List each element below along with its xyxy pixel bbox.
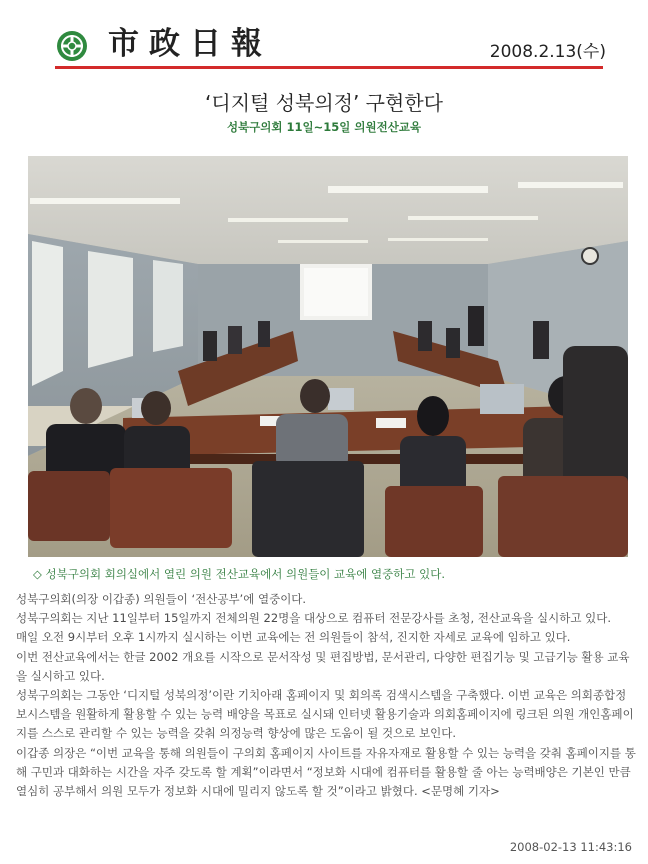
article-paragraph: 성북구의회는 그동안 ‘디지털 성북의정’이란 기치아래 홈페이지 및 회의록 검색시스템을 구축했다. 이번 교육은 의회종합정보시스템을 원활하게 활용할 수 있는 능력 배양을 목표로 실시돼 인터넷 활용기술과 의회홈페이지에 링크된 의원 개인홈페이지를 스스로 관리할 수 있는 능력을 갖춰 의정능력 향상에 많은 도움이 될 것으로 보인다. <box>16 688 634 741</box>
newspaper-name: 市政日報 <box>108 26 272 62</box>
article-paragraph: 이갑종 의장은 “이번 교육을 통해 의원들이 구의회 홈페이지 사이트를 자유자재로 활용할 수 있는 능력을 갖춰 홈페이지를 통해 구민과 대화하는 시간을 자주 갖도록 할 계획”이라면서 “정보화 시대에 컴퓨터를 활용할 줄 아는 능력배양은 기본인 만큼 열심히 공부해서 의원 모두가 정보화 시대에 밀리지 않도록 할 것”이라고 밝혔다. <문명혜 기자> <box>16 745 636 799</box>
masthead <box>0 0 648 80</box>
article-photo <box>28 156 628 557</box>
issue-date: 2008.2.13(수) <box>489 42 606 62</box>
photo-caption <box>33 565 633 583</box>
newspaper-emblem-icon <box>57 31 87 61</box>
article-subhead: 성북구의회 11일~15일 의원전산교육 <box>226 120 422 134</box>
article-body <box>16 590 636 801</box>
caption-bullet: ◇ <box>33 567 42 581</box>
article-paragraph: 매일 오전 9시부터 오후 1시까지 실시하는 이번 교육에는 전 의원들이 참석, 진지한 자세로 교육에 임하고 있다. <box>16 630 571 645</box>
article-headline: ‘디지털 성북의정’ 구현한다 <box>205 91 443 115</box>
article-paragraph: 성북구의회는 지난 11일부터 15일까지 전체의원 22명을 대상으로 컴퓨터 전문강사를 초청, 전산교육을 실시하고 있다. <box>16 611 611 626</box>
article-timestamp: 2008-02-13 11:43:16 <box>509 840 632 854</box>
caption-text: 성북구의회 회의실에서 열린 의원 전산교육에서 의원들이 교육에 열중하고 있다. <box>45 567 446 581</box>
article-paragraph: 성북구의회(의장 이갑종) 의원들이 ‘전산공부’에 열중이다. <box>16 592 307 606</box>
article-paragraph: 이번 전산교육에서는 한글 2002 개요를 시작으로 문서작성 및 편집방법, 문서관리, 다양한 편집기능 및 고급기능 활용 교육을 실시하고 있다. <box>16 649 630 683</box>
masthead-divider <box>55 66 603 69</box>
